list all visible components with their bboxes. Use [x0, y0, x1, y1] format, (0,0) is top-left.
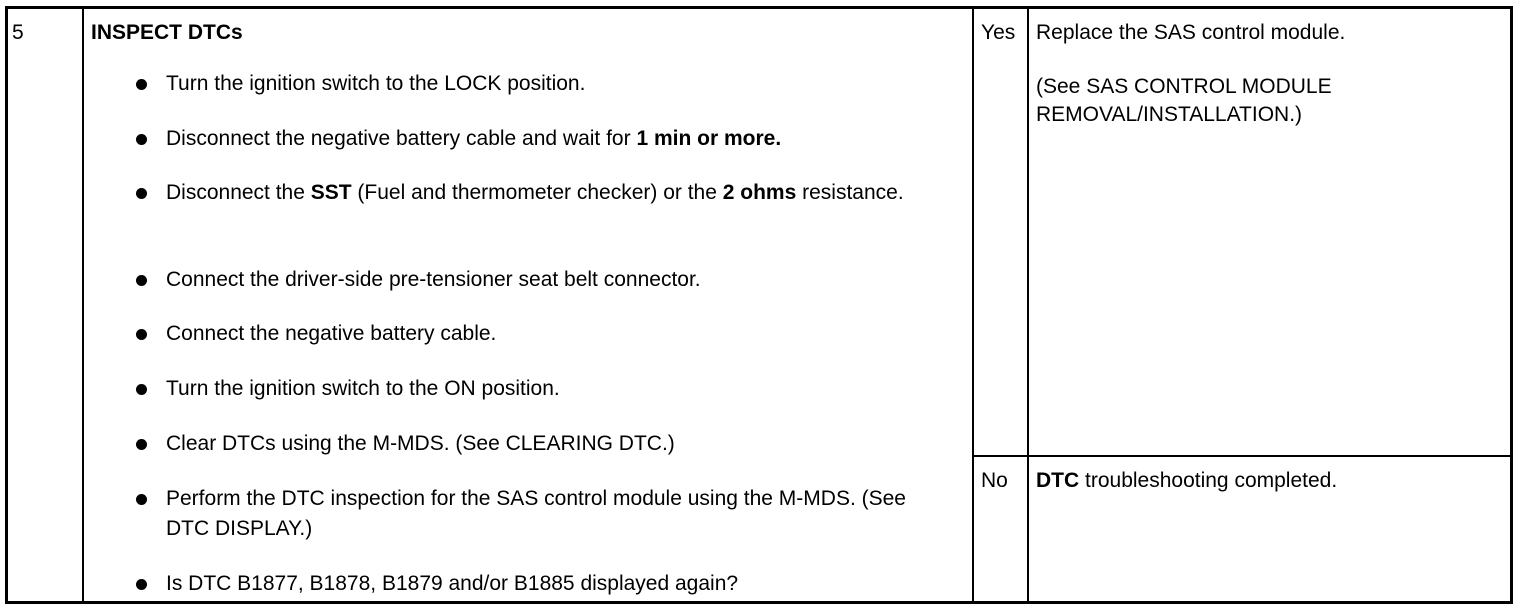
- yes-label: Yes: [981, 21, 1016, 44]
- instruction-item: [166, 319, 946, 349]
- instruction-text: Perform the DTC inspection for the SAS control module using the M-MDS. (See DTC DISPLAY.): [166, 487, 906, 540]
- instruction-text: Disconnect the: [166, 181, 311, 204]
- column-divider: [1027, 9, 1029, 601]
- instruction-text: Connect the negative battery cable.: [166, 322, 497, 345]
- bullet-icon: [136, 579, 147, 590]
- step-title: INSPECT DTCs: [91, 21, 243, 44]
- bullet-icon: [136, 275, 147, 286]
- instruction-item: [166, 569, 946, 599]
- bullet-icon: [136, 439, 147, 450]
- instruction-text: Turn the ignition switch to the ON position.: [166, 377, 560, 400]
- no-action-bold: DTC: [1036, 469, 1080, 492]
- instruction-item: [166, 429, 946, 459]
- instruction-item: [166, 265, 946, 295]
- no-label: No: [981, 469, 1008, 492]
- instruction-text: Turn the ignition switch to the LOCK position.: [166, 72, 586, 95]
- instruction-item: [166, 124, 946, 154]
- no-action: [1036, 467, 1496, 495]
- row-divider: [974, 455, 1510, 457]
- step-number-cell: [8, 9, 82, 601]
- yes-reference: (See SAS CONTROL MODULE REMOVAL/INSTALLATION.): [1036, 75, 1332, 126]
- instruction-item: [166, 484, 946, 544]
- instruction-text: Connect the driver-side pre-tensioner seat belt connector.: [166, 268, 701, 291]
- instruction-text: (Fuel and thermometer checker) or the: [351, 181, 723, 204]
- bullet-icon: [136, 79, 147, 90]
- instruction-emphasis: 2 ohms: [722, 181, 797, 204]
- troubleshooting-table: [5, 6, 1513, 604]
- instruction-text: Clear DTCs using the M-MDS. (See CLEARING DTC.): [166, 432, 675, 455]
- yes-action: Replace the SAS control module.: [1036, 21, 1346, 44]
- instruction-emphasis: SST: [310, 181, 352, 204]
- instruction-item: [166, 374, 946, 404]
- instruction-text: Disconnect the negative battery cable and wait for: [166, 127, 637, 150]
- instruction-item: [166, 178, 946, 208]
- instruction-text: Is DTC B1877, B1878, B1879 and/or B1885 displayed again?: [166, 572, 739, 595]
- instruction-emphasis: 1 min or more.: [636, 127, 782, 150]
- step-content-cell: [84, 9, 972, 601]
- bullet-icon: [136, 188, 147, 199]
- instruction-item: [166, 69, 946, 99]
- instruction-text: resistance.: [796, 181, 904, 204]
- bullet-icon: [136, 329, 147, 340]
- bullet-icon: [136, 134, 147, 145]
- step-number: 5: [12, 21, 24, 44]
- bullet-icon: [136, 384, 147, 395]
- column-divider: [972, 9, 974, 601]
- bullet-icon: [136, 494, 147, 505]
- no-action-text: troubleshooting completed.: [1079, 469, 1338, 492]
